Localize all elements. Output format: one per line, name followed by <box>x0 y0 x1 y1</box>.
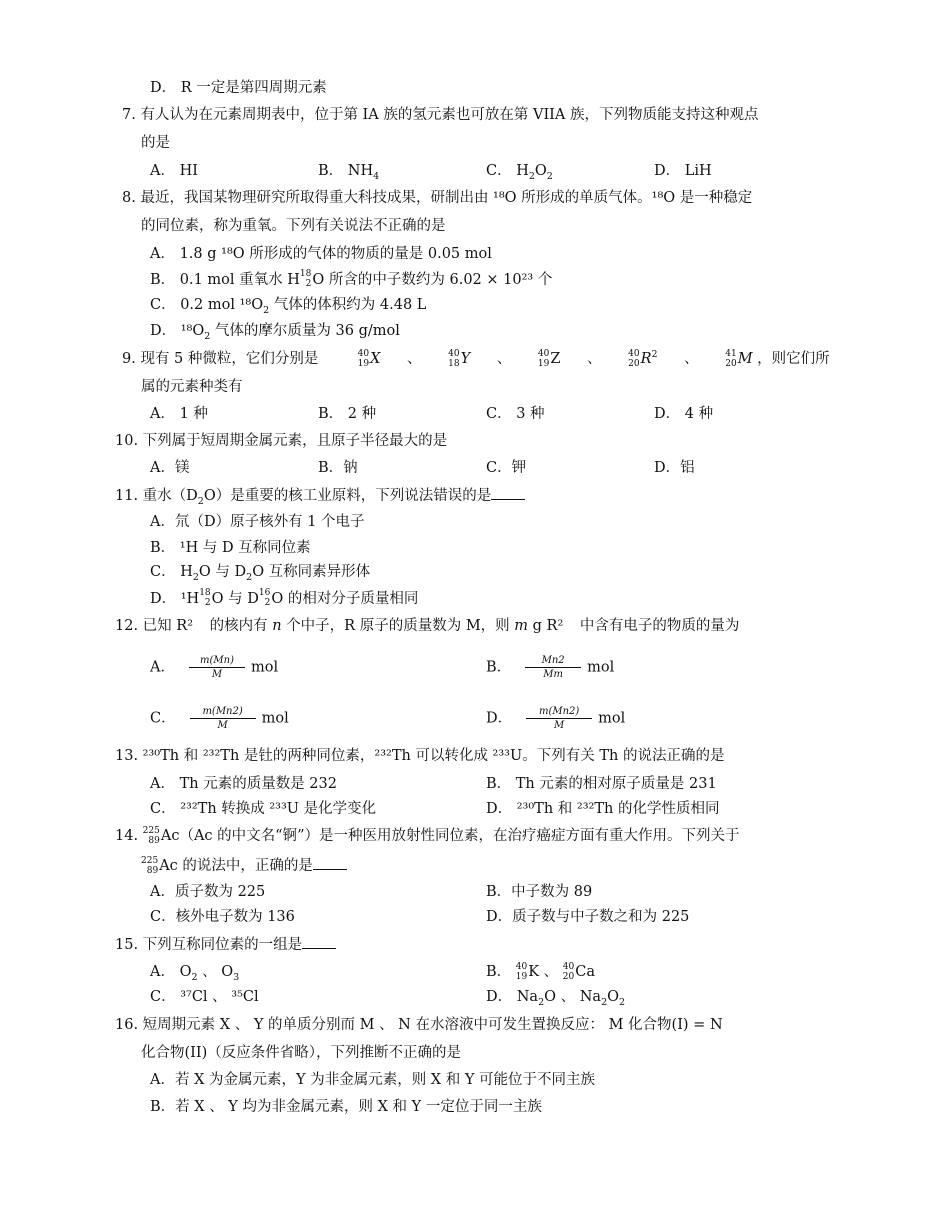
q9-option-a: A． 1 种 <box>150 406 208 422</box>
q15-option-d: D． $Na_2O$ 、 $Na_2O_2$ <box>486 989 626 1008</box>
q16-stem-cont: 化合物(II)（反应条件省略），下列推断不正确的是 <box>141 1045 462 1061</box>
q16-option-b: B．若 X 、 Y 均为非金属元素，则 X 和 Y 一定位于同一主族 <box>150 1099 542 1115</box>
q14-option-b: B．中子数为 89 <box>486 884 593 900</box>
q10-option-c: C．钾 <box>486 460 527 476</box>
q9-stem-cont: 属的元素种类有 <box>141 379 243 395</box>
q7-option-a: A． HI <box>150 163 198 179</box>
q13-option-b: B． Th 元素的相对原子质量是 231 <box>486 776 717 792</box>
q8-option-c: C． 0.2 mol $^{18}O_2$ 气体的体积约为 4.48 L <box>150 297 427 316</box>
q15-option-b: B． 40 19 K 、 40 20 Ca <box>486 962 595 982</box>
q8-stem-cont: 的同位素，称为重氧。下列有关说法不正确的是 <box>141 218 446 234</box>
q8-option-b: B． 0.1 mol 重氧水 H 18 2 O 所含的中子数约为 6.02 × 10²³ 个 <box>150 269 553 289</box>
q16-stem: 16. 短周期元素 X 、 Y 的单质分别而 M 、 N 在水溶液中可发生置换反应： M 化合物(I) = N <box>115 1017 723 1033</box>
q12-option-a: A． $\frac{m(Mn)}{M}$ mol <box>150 655 279 680</box>
q8-stem: 8. 最近，我国某物理研究所取得重大科技成果，研制出由 ¹⁸O 所形成的单质气体。¹⁸O 是一种稳定 <box>122 190 753 206</box>
q10-stem: 10. 下列属于短周期金属元素，且原子半径最大的是 <box>115 433 448 449</box>
q7-stem-cont: 的是 <box>141 135 170 151</box>
q9-option-c: C． 3 种 <box>486 406 545 422</box>
q15-stem: 15. 下列互称同位素的一组是 <box>115 934 336 955</box>
q7-option-d: D． LiH <box>654 163 712 179</box>
q16-option-a: A．若 X 为金属元素，Y 为非金属元素，则 X 和 Y 可能位于不同主族 <box>150 1072 596 1088</box>
q14-option-c: C．核外电子数为 136 <box>150 909 295 925</box>
q10-option-a: A．镁 <box>150 460 190 476</box>
q13-option-c: C． ²³²Th 转换成 ²³³U 是化学变化 <box>150 801 377 817</box>
q9-stem: 9. 现有 5 种微粒，它们分别是 40 19 X 、 40 18 Y 、 40 19 Z 、 40 20 $R^2$ 、 41 20 M ，则它们所 <box>122 349 830 369</box>
q7-option-b: B． $NH_4$ <box>318 163 380 182</box>
q11-stem: 11. 重水$(D_2O)$是重要的核工业原料，下列说法错误的是 <box>115 485 525 506</box>
q11-option-a: A．氘（D）原子核外有 1 个电子 <box>150 514 365 530</box>
q13-stem: 13. ²³⁰Th 和 ²³²Th 是钍的两种同位素，²³²Th 可以转化成 ²³³U。下列有关 Th 的说法正确的是 <box>115 748 725 764</box>
q10-option-d: D．铝 <box>654 460 695 476</box>
q15-option-c: C． ³⁷Cl 、 ³⁵Cl <box>150 989 259 1005</box>
q9-option-b: B． 2 种 <box>318 406 377 422</box>
q13-option-d: D． ²³⁰Th 和 ²³²Th 的化学性质相同 <box>486 801 720 817</box>
q11-option-b: B． ¹H 与 D 互称同位素 <box>150 540 311 556</box>
q12-option-b: B． $\frac{Mn2}{Mm}$ mol <box>486 655 615 680</box>
q11-option-d: D． ¹H 18 2 O 与 D 16 2 O 的相对分子质量相同 <box>150 588 419 608</box>
q8-option-d: D． $^{18}O_2$ 气体的摩尔质量为 36 g/mol <box>150 323 400 342</box>
q11-option-c: C． $H_2O$ 与 $D_2O$ 互称同素异形体 <box>150 564 371 583</box>
q6-option-d: D． R 一定是第四周期元素 <box>150 80 327 96</box>
q14-option-a: A．质子数为 225 <box>150 884 266 900</box>
q13-option-a: A． Th 元素的质量数是 232 <box>150 776 337 792</box>
q12-stem: 12. 已知 R² 的核内有 n 个中子，R 原子的质量数为 M，则 m g R² 中含有电子的物质的量为 <box>115 618 740 634</box>
q7-stem: 7. 有人认为在元素周期表中，位于第 IA 族的氢元素也可放在第 VIIA 族，下列物质能支持这种观点 <box>122 107 759 123</box>
q15-option-a: A． $O_2$ 、 $O_3$ <box>150 964 240 983</box>
q10-option-b: B．钠 <box>318 460 358 476</box>
q12-option-c: C． $\frac{m(Mn2)}{M}$ mol <box>150 706 289 731</box>
q9-option-d: D． 4 种 <box>654 406 714 422</box>
q12-option-d: D． $\frac{m(Mn2)}{M}$ mol <box>486 706 626 731</box>
q8-option-a: A． 1.8 g ¹⁸O 所形成的气体的物质的量是 0.05 mol <box>150 246 492 262</box>
q14-option-d: D．质子数与中子数之和为 225 <box>486 909 690 925</box>
q7-option-c: C． $H_2O_2$ <box>486 163 553 182</box>
q14-stem-cont: 225 89 Ac 的说法中，正确的是 <box>141 855 347 876</box>
q14-stem: 14. 225 89 Ac（Ac 的中文名“锕”）是一种医用放射性同位素，在治疗癌症方面有重大作用。下列关于 <box>115 826 740 846</box>
